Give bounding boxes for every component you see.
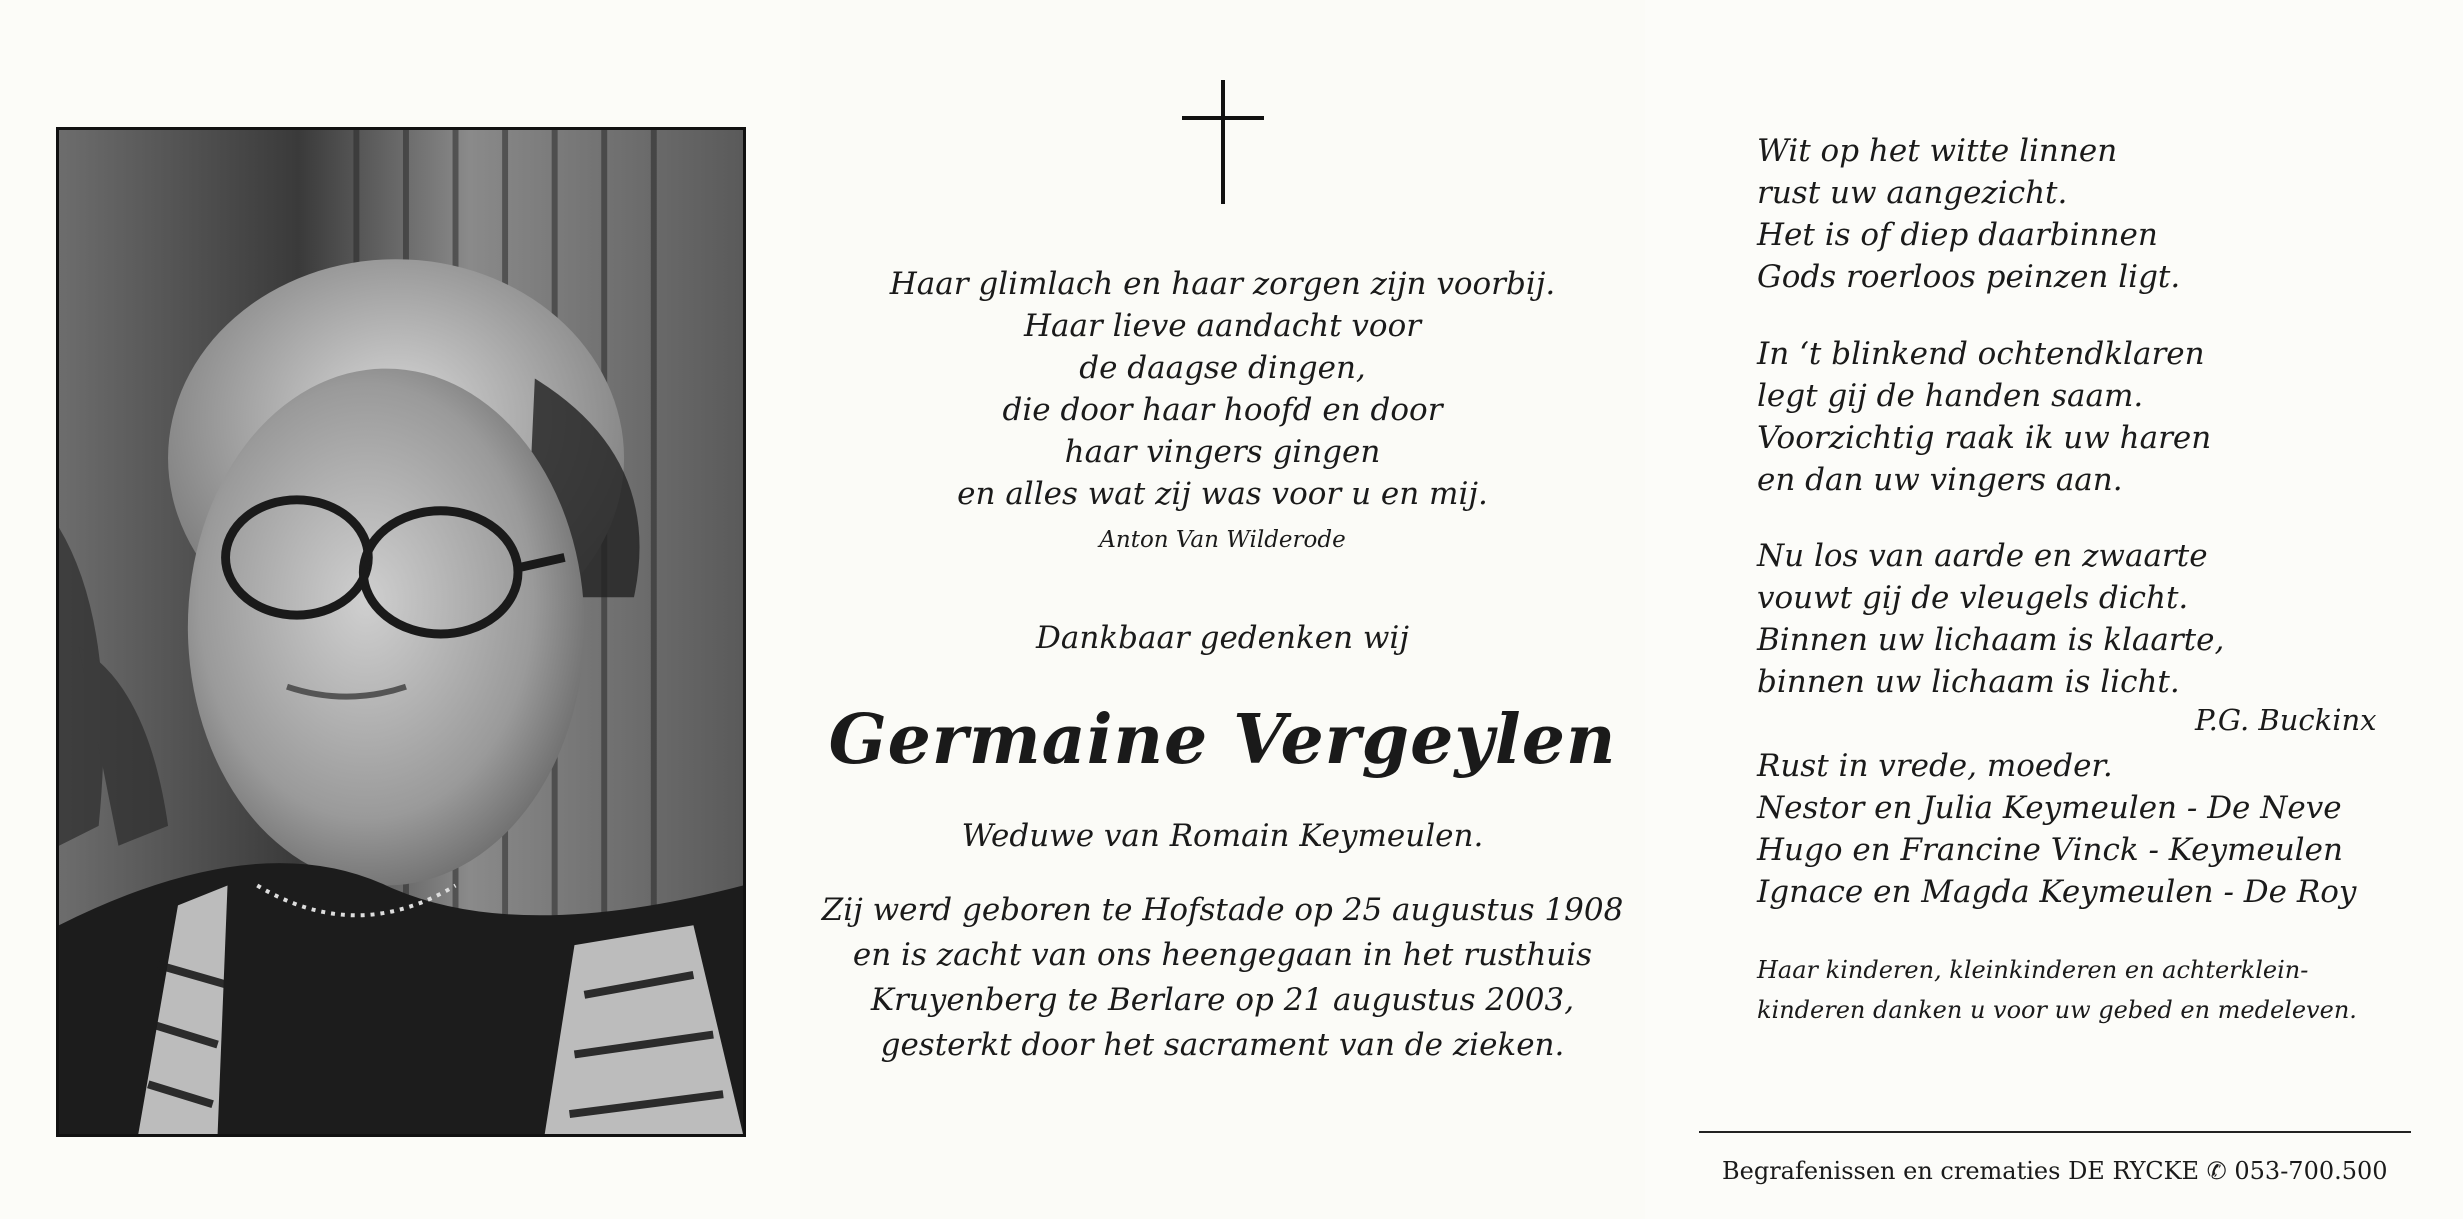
poem-line: Nu los van aarde en zwaarte xyxy=(1757,538,2208,574)
poem-line: Wit op het witte linnen xyxy=(1757,133,2118,169)
biography xyxy=(800,888,1645,1068)
cross-icon xyxy=(1182,80,1264,204)
poem-line: die door haar hoofd en door xyxy=(1002,392,1443,428)
poem-line: rust uw aangezicht. xyxy=(1757,175,2068,211)
poem-line: In ‘t blinkend ochtendklaren xyxy=(1757,336,2205,372)
divider xyxy=(1699,1131,2411,1133)
memorial-poem xyxy=(800,263,1645,515)
poem-line: Gods roerloos peinzen ligt. xyxy=(1757,259,2181,295)
funeral-home-footer: Begrafenissen en crematies DE RYCKE ✆ 053-700.500 xyxy=(1722,1157,2388,1185)
bio-line: Zij werd geboren te Hofstade op 25 augustus 1908 xyxy=(821,892,1624,928)
poem-line: Haar glimlach en haar zorgen zijn voorbij. xyxy=(889,266,1556,302)
intro-text: Dankbaar gedenken wij xyxy=(1036,620,1409,656)
poem-stanza xyxy=(1757,333,2211,501)
family-list xyxy=(1757,745,2356,913)
family-line: Hugo en Francine Vinck - Keymeulen xyxy=(1757,832,2343,868)
family-line: Rust in vrede, moeder. xyxy=(1757,748,2113,784)
poem-line: legt gij de handen saam. xyxy=(1757,378,2144,414)
middle-panel xyxy=(800,0,1645,1219)
family-line: Ignace en Magda Keymeulen - De Roy xyxy=(1757,874,2357,910)
bio-line: Kruyenberg te Berlare op 21 augustus 2003, xyxy=(870,982,1575,1018)
thanks-line: kinderen danken u voor uw gebed en medeleven. xyxy=(1757,996,2357,1024)
right-panel xyxy=(1645,0,2463,1219)
poem-line: binnen uw lichaam is licht. xyxy=(1757,664,2180,700)
bio-line: gesterkt door het sacrament van de zieken. xyxy=(880,1027,1565,1063)
poem-line: vouwt gij de vleugels dicht. xyxy=(1757,580,2189,616)
poem-author: P.G. Buckinx xyxy=(2195,703,2377,737)
widow-text: Weduwe van Romain Keymeulen. xyxy=(961,818,1484,854)
poem-line: de daagse dingen, xyxy=(1079,350,1366,386)
poem-line: Voorzichtig raak ik uw haren xyxy=(1757,420,2212,456)
poem-line: en alles wat zij was voor u en mij. xyxy=(957,476,1488,512)
poem-stanza xyxy=(1757,535,2224,703)
portrait-illustration xyxy=(59,130,743,1134)
poem-line: haar vingers gingen xyxy=(1064,434,1381,470)
bio-line: en is zacht van ons heengegaan in het rusthuis xyxy=(852,937,1593,973)
poem-stanza xyxy=(1757,130,2180,298)
poem-line: en dan uw vingers aan. xyxy=(1757,462,2123,498)
thanks-text xyxy=(1757,950,2357,1030)
poem-line: Haar lieve aandacht voor xyxy=(1023,308,1422,344)
family-line: Nestor en Julia Keymeulen - De Neve xyxy=(1757,790,2342,826)
deceased-name: Germaine Vergeylen xyxy=(828,700,1617,780)
portrait-photo xyxy=(56,127,746,1137)
poem-line: Binnen uw lichaam is klaarte, xyxy=(1757,622,2225,658)
left-panel xyxy=(0,0,800,1219)
poem-author: Anton Van Wilderode xyxy=(1099,527,1346,553)
poem-line: Het is of diep daarbinnen xyxy=(1757,217,2158,253)
thanks-line: Haar kinderen, kleinkinderen en achterklein- xyxy=(1757,956,2309,984)
